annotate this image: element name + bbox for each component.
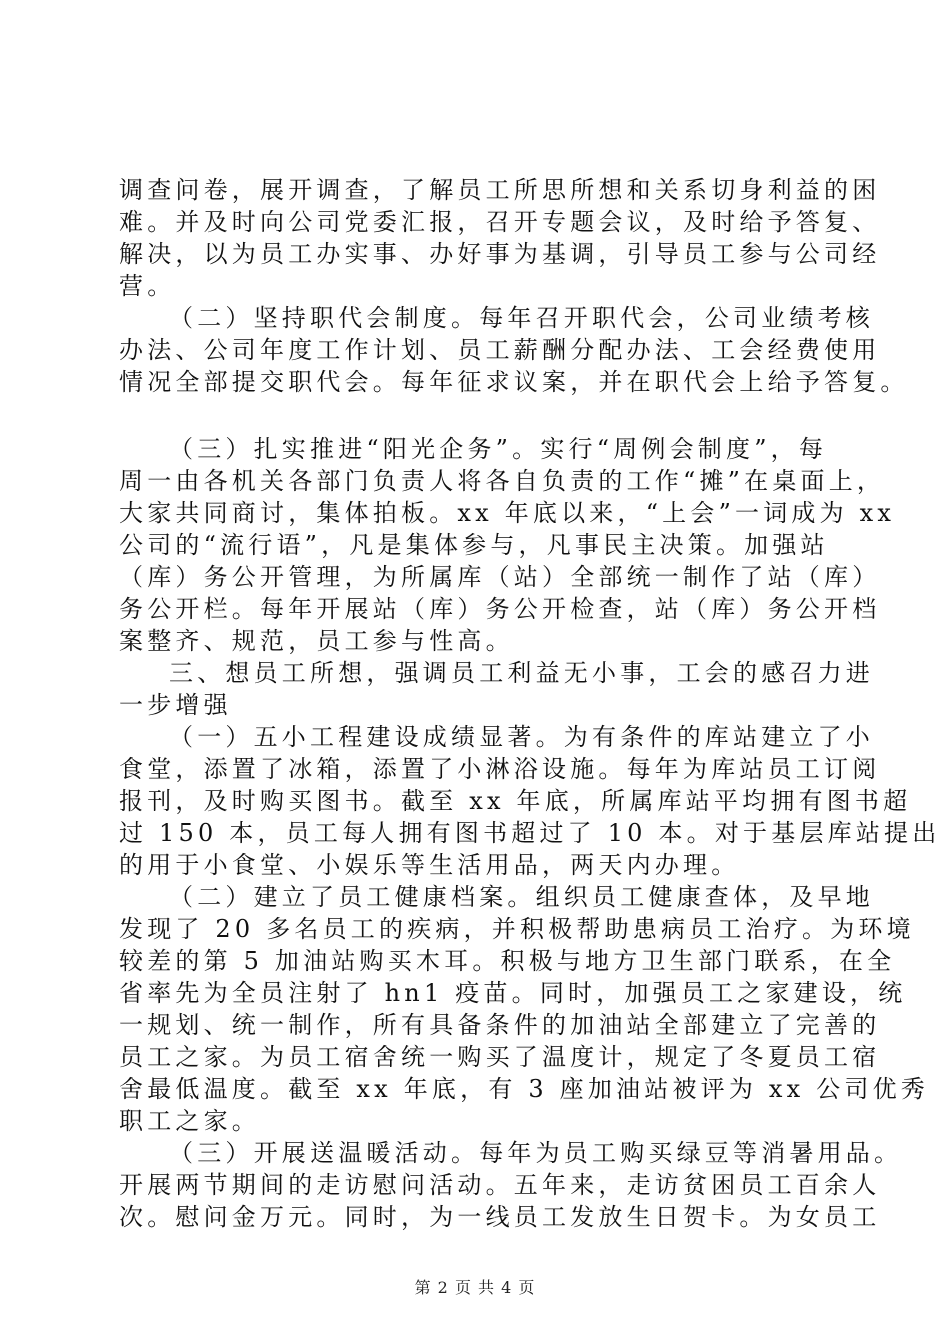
text-line: 员工之家。为员工宿舍统一购买了温度计，规定了冬夏员工宿	[119, 1043, 881, 1071]
text-line: 省率先为全员注射了 hn1 疫苗。同时，加强员工之家建设，统	[119, 979, 907, 1007]
section-heading-line: 一步增强	[119, 691, 232, 719]
text-line: 次。慰问金万元。同时，为一线员工发放生日贺卡。为女员工	[119, 1203, 881, 1231]
paragraph-start-line: （二）建立了员工健康档案。组织员工健康查体，及早地	[169, 883, 874, 911]
text-line: 解决，以为员工办实事、办好事为基调，引导员工参与公司经	[119, 240, 881, 268]
text-line: 过 150 本，员工每人拥有图书超过了 10 本。对于基层库站提出	[119, 819, 941, 847]
paragraph-start-line: （一）五小工程建设成绩显著。为有条件的库站建立了小	[169, 723, 874, 751]
text-line: 食堂，添置了冰箱，添置了小淋浴设施。每年为库站员工订阅	[119, 755, 881, 783]
text-line: 职工之家。	[119, 1107, 260, 1135]
paragraph-start-line: （三）开展送温暖活动。每年为员工购买绿豆等消暑用品。	[169, 1139, 903, 1167]
text-line: 务公开栏。每年开展站（库）务公开检查，站（库）务公开档	[119, 595, 881, 623]
text-line: 公司的“流行语”，凡是集体参与，凡事民主决策。加强站	[119, 531, 829, 559]
text-line: 调查问卷，展开调查，了解员工所思所想和关系切身利益的困	[119, 176, 881, 204]
text-line: 情况全部提交职代会。每年征求议案，并在职代会上给予答复。	[119, 368, 909, 396]
text-line: 周一由各机关各部门负责人将各自负责的工作“摊”在桌面上，	[119, 467, 886, 495]
page-number-footer: 第 2 页 共 4 页	[414, 1278, 536, 1297]
section-heading-line: 三、想员工所想，强调员工利益无小事，工会的感召力进	[169, 659, 874, 687]
text-line: 发现了 20 多名员工的疾病，并积极帮助患病员工治疗。为环境	[119, 915, 915, 943]
text-line: 开展两节期间的走访慰问活动。五年来，走访贫困员工百余人	[119, 1171, 881, 1199]
text-line: 报刊，及时购买图书。截至 xx 年底，所属库站平均拥有图书超	[119, 787, 912, 815]
text-line: 舍最低温度。截至 xx 年底，有 3 座加油站被评为 xx 公司优秀	[119, 1075, 929, 1103]
text-line: 办法、公司年度工作计划、员工薪酬分配办法、工会经费使用	[119, 336, 881, 364]
text-line: （库）务公开管理，为所属库（站）全部统一制作了站（库）	[119, 563, 881, 591]
paragraph-start-line: （三）扎实推进“阳光企务”。实行“周例会制度”，每	[169, 435, 828, 463]
text-line: 营。	[119, 272, 176, 300]
text-line: 较差的第 5 加油站购买木耳。积极与地方卫生部门联系，在全	[119, 947, 896, 975]
text-line: 一规划、统一制作，所有具备条件的加油站全部建立了完善的	[119, 1011, 881, 1039]
text-line: 大家共同商讨，集体拍板。xx 年底以来，“上会”一词成为 xx	[119, 499, 896, 527]
paragraph-start-line: （二）坚持职代会制度。每年召开职代会，公司业绩考核	[169, 304, 874, 332]
text-line: 的用于小食堂、小娱乐等生活用品，两天内办理。	[119, 851, 740, 879]
text-line: 案整齐、规范，员工参与性高。	[119, 627, 514, 655]
document-body	[119, 174, 941, 1233]
text-line: 难。并及时向公司党委汇报，召开专题会议，及时给予答复、	[119, 208, 881, 236]
